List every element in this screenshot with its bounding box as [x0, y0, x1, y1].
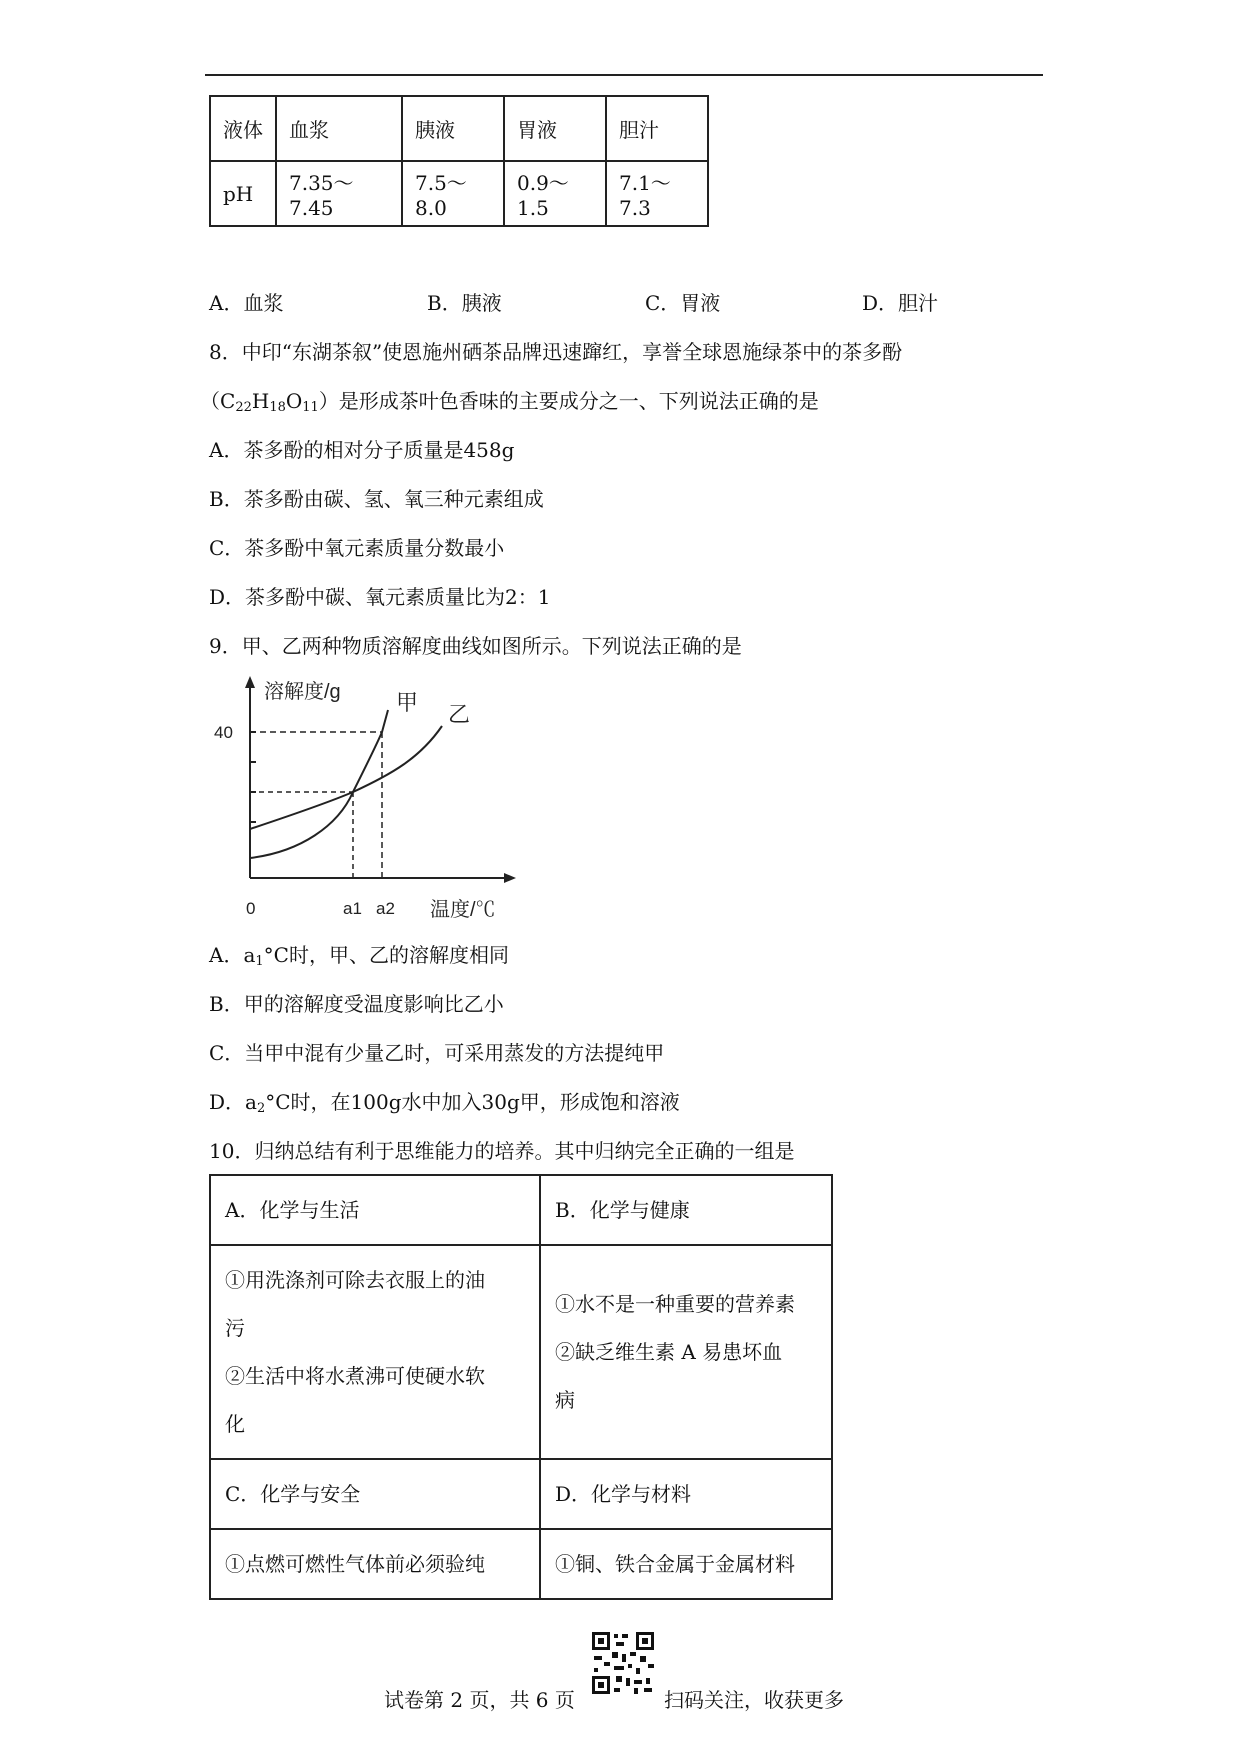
table-cell: 胰液 [402, 96, 504, 161]
table-cell: ①点燃可燃性气体前必须验纯 [210, 1529, 540, 1599]
qr-code-icon [590, 1630, 656, 1696]
summary-table [209, 1174, 833, 1600]
q8-option-d: D．茶多酚中碳、氧元素质量比为2：1 [209, 585, 551, 609]
table-cell: 7.5～8.0 [402, 161, 504, 226]
table-row [210, 161, 708, 226]
q9-option-b: B．甲的溶解度受温度影响比乙小 [209, 992, 504, 1016]
table-row [210, 1529, 832, 1599]
q10-stem: 10．归纳总结有利于思维能力的培养。其中归纳完全正确的一组是 [209, 1139, 795, 1163]
q9-option-c: C．当甲中混有少量乙时，可采用蒸发的方法提纯甲 [209, 1041, 665, 1065]
table-cell: 7.1～7.3 [606, 161, 708, 226]
q8-stem-line1: 8．中印“东湖茶叙”使恩施州硒茶品牌迅速蹿红，享誉全球恩施绿茶中的茶多酚 [209, 340, 903, 364]
header-rule [205, 74, 1043, 76]
q9-option-d: D．$a_2^\circ C$时，在100g水中加入30g甲，形成饱和溶液 [209, 1090, 680, 1116]
y-axis-label: 溶解度/g [264, 681, 341, 703]
table-cell: 胃液 [504, 96, 606, 161]
q7-option-c: C．胃液 [645, 291, 721, 315]
table-row [210, 96, 708, 161]
table-row [210, 1175, 832, 1245]
table-cell: 液体 [210, 96, 276, 161]
table-cell: 血浆 [276, 96, 402, 161]
table-cell: C．化学与安全 [210, 1459, 540, 1529]
q9-option-a: A．$a_1^\circ C$时，甲、乙的溶解度相同 [209, 943, 509, 969]
table-cell: pH [210, 161, 276, 226]
table-cell: 7.35～7.45 [276, 161, 402, 226]
x-tick-label: a1 [343, 899, 362, 918]
table-cell: D．化学与材料 [540, 1459, 832, 1529]
q7-option-d: D．胆汁 [862, 291, 939, 315]
solubility-chart [210, 676, 520, 921]
table-cell: 胆汁 [606, 96, 708, 161]
q7-option-a: A．血浆 [209, 291, 284, 315]
y-tick-label: 40 [214, 723, 233, 742]
table-cell: A．化学与生活 [210, 1175, 540, 1245]
origin-label: 0 [246, 899, 256, 918]
x-axis-label: 温度/℃ [430, 899, 496, 921]
series-jia-label: 甲 [396, 690, 419, 715]
q9-stem: 9．甲、乙两种物质溶解度曲线如图所示。下列说法正确的是 [209, 634, 742, 658]
q7-option-b: B．胰液 [427, 291, 502, 315]
table-row [210, 1245, 832, 1459]
q8-option-c: C．茶多酚中氧元素质量分数最小 [209, 536, 505, 560]
qr-caption: 扫码关注，收获更多 [664, 1688, 844, 1712]
ph-table [209, 95, 709, 227]
q8-option-b: B．茶多酚由碳、氢、氧三种元素组成 [209, 487, 544, 511]
table-cell: ①铜、铁合金属于金属材料 [540, 1529, 832, 1599]
x-tick-label: a2 [376, 899, 395, 918]
page-number: 试卷第 2 页，共 6 页 [384, 1688, 575, 1712]
y-axis-arrow [245, 676, 255, 688]
table-cell: ①水不是一种重要的营养素 ②缺乏维生素 A 易患坏血 病 [540, 1245, 832, 1459]
x-axis-arrow [504, 873, 516, 883]
series-yi-curve [250, 726, 442, 829]
table-cell: 0.9～1.5 [504, 161, 606, 226]
table-row [210, 1459, 832, 1529]
series-yi-label: 乙 [448, 702, 471, 727]
table-cell: B．化学与健康 [540, 1175, 832, 1245]
q8-option-a: A．茶多酚的相对分子质量是458g [209, 438, 515, 462]
table-cell: ①用洗涤剂可除去衣服上的油 污 ②生活中将水煮沸可使硬水软 化 [210, 1245, 540, 1459]
q8-stem-line2: $(C_{22}H_{18}O_{11})$是形成茶叶色香味的主要成分之一、下列说法正确的是 [200, 389, 819, 415]
